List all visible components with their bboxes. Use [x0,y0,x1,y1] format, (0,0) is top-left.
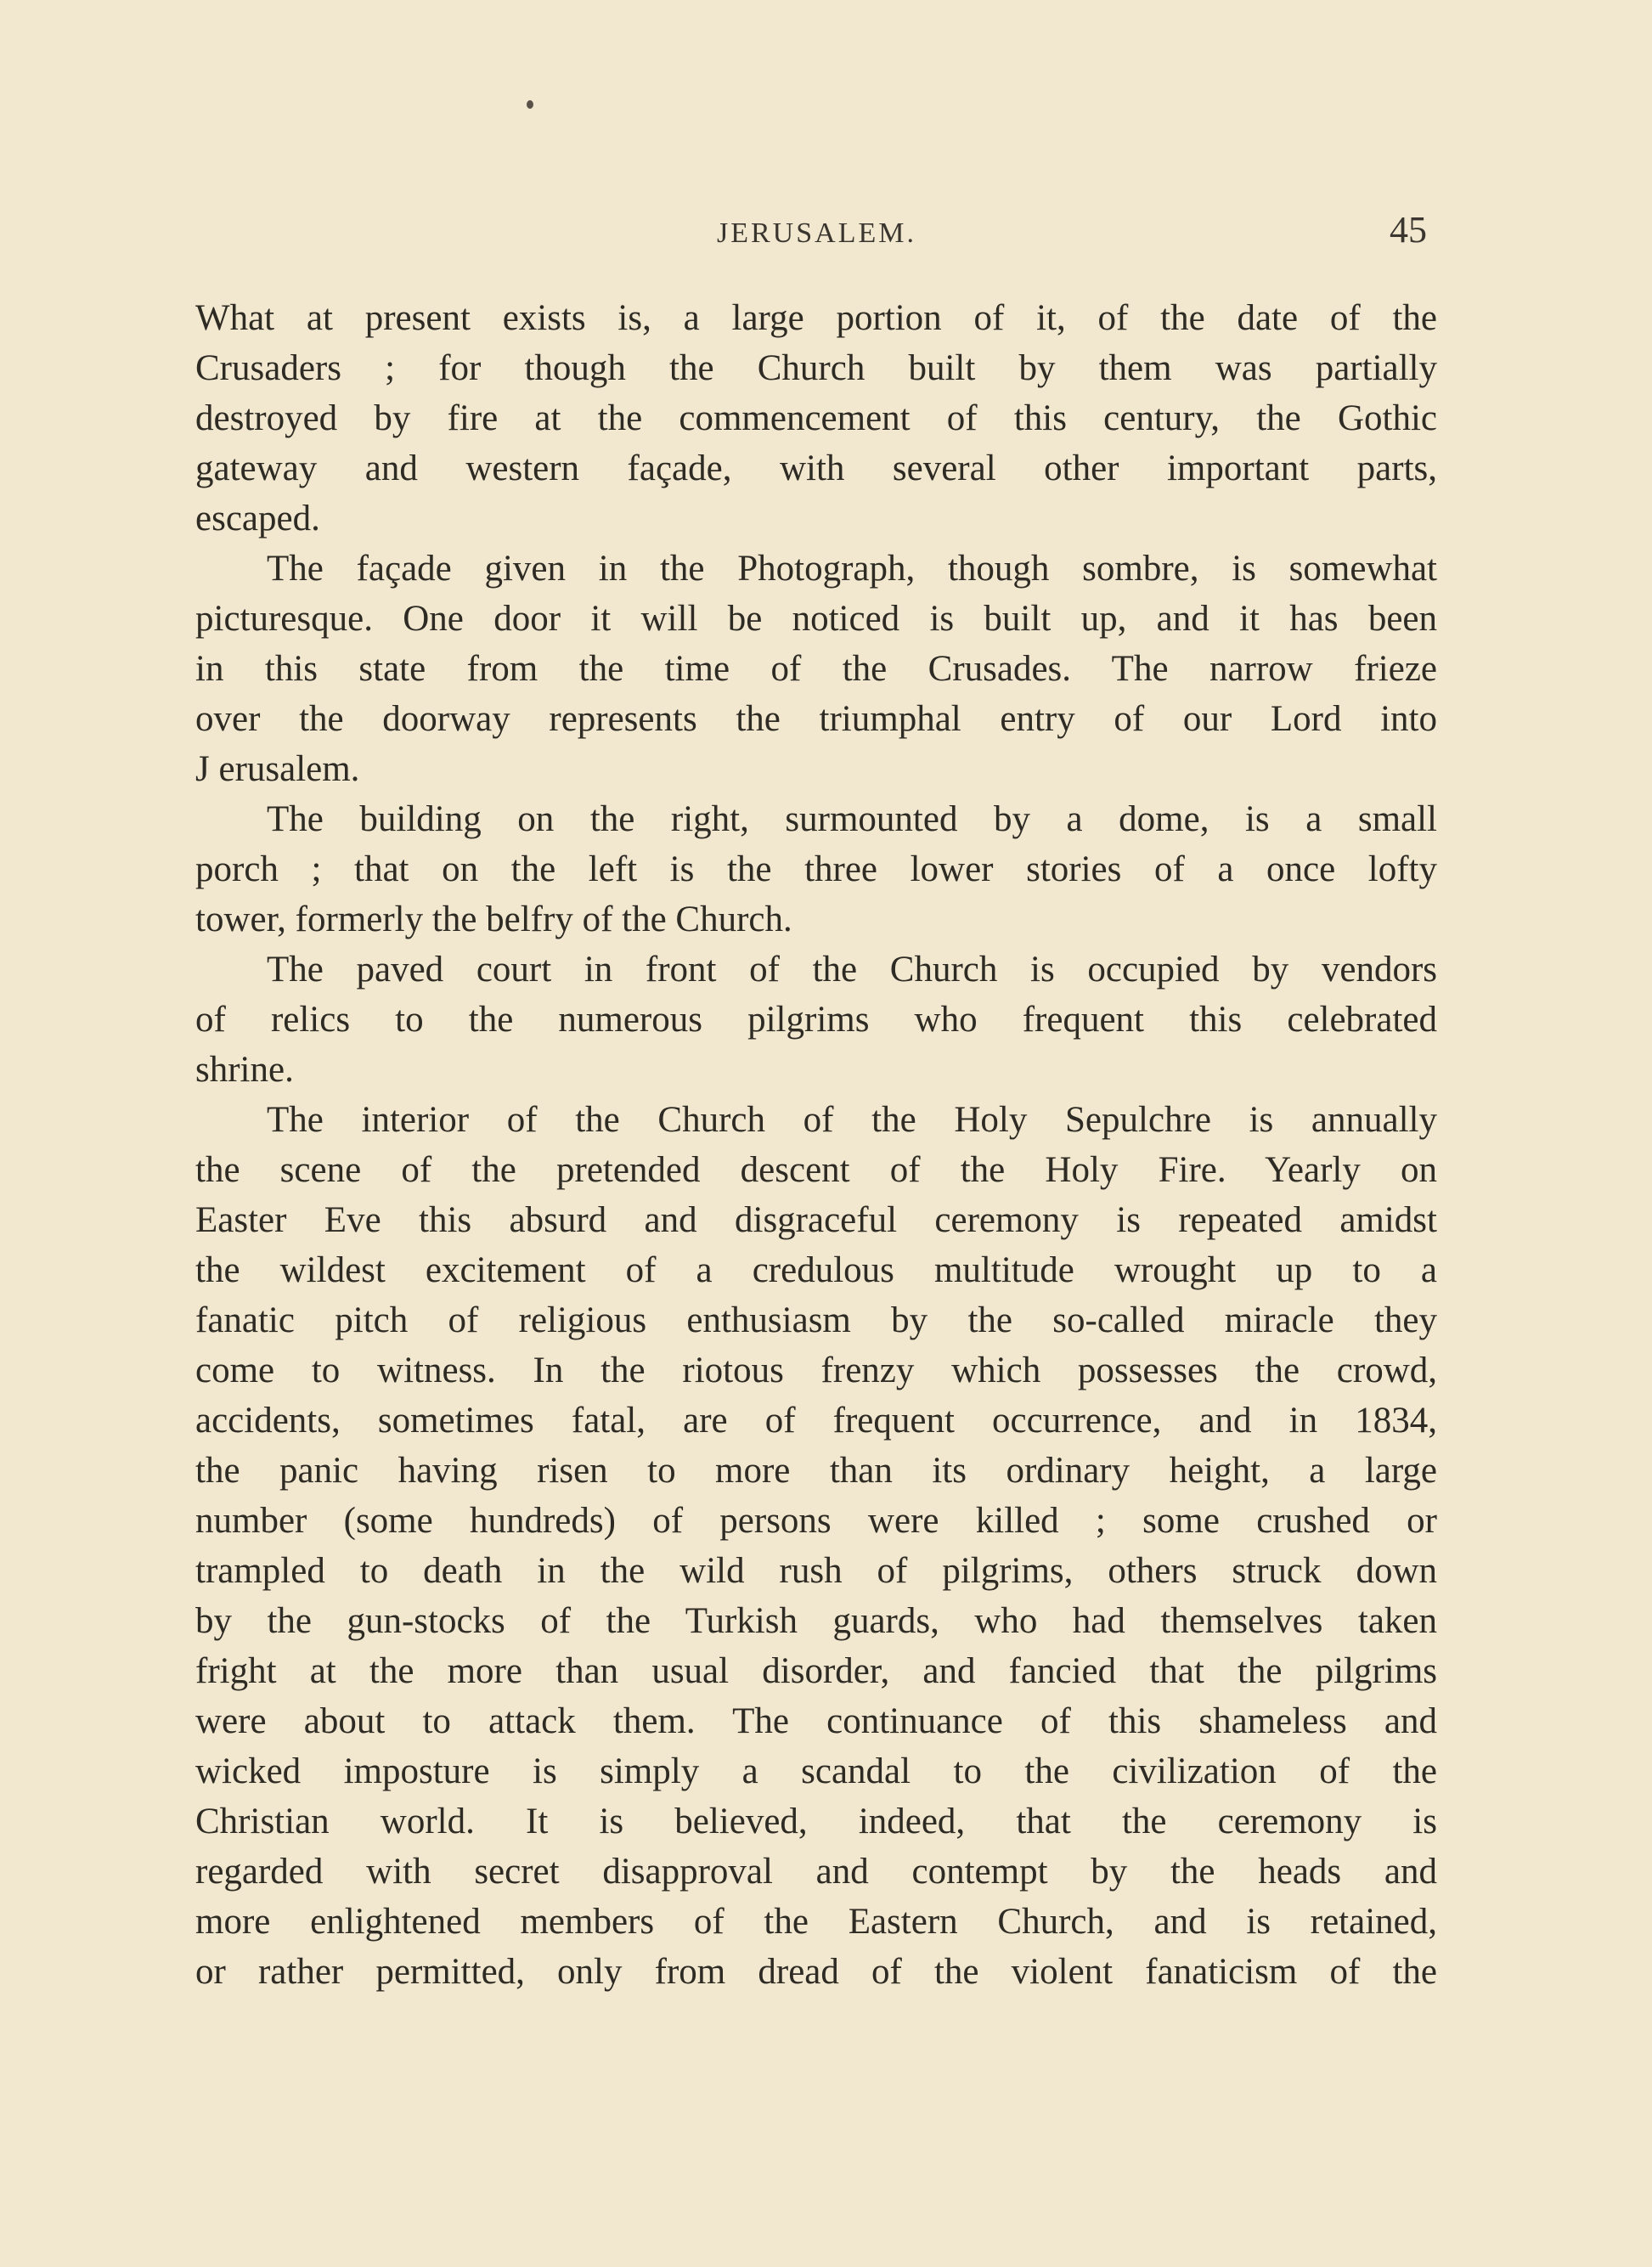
page-number: 45 [1390,209,1427,251]
text-line: regarded with secret disapproval and contempt by the heads and [195,1852,1437,1892]
running-title: JERUSALEM. [717,217,916,249]
text-line: The façade given in the Photograph, though sombre, is somewhat [267,549,1437,589]
text-line: J erusalem. [195,749,360,789]
text-line: gateway and western façade, with several other important parts, [195,448,1437,488]
text-line: over the doorway represents the triumphal entry of our Lord into [195,699,1437,739]
text-line: destroyed by fire at the commencement of this century, the Gothic [195,398,1437,438]
text-line: were about to attack them. The continuance of this shameless and [195,1701,1437,1741]
text-line: the panic having risen to more than its ordinary height, a large [195,1451,1437,1491]
text-line: fright at the more than usual disorder, and fancied that the pilgrims [195,1651,1437,1691]
text-line: accidents, sometimes fatal, are of frequent occurrence, and in 1834, [195,1401,1437,1441]
text-line: wicked imposture is simply a scandal to the civilization of the [195,1751,1437,1791]
text-line: more enlightened members of the Eastern Church, and is retained, [195,1902,1437,1942]
text-line: the scene of the pretended descent of the Holy Fire. Yearly on [195,1150,1437,1190]
text-line: The building on the right, surmounted by a dome, is a small [267,799,1437,839]
ink-speck [527,100,533,109]
text-line: porch ; that on the left is the three lower stories of a once lofty [195,849,1437,889]
text-line: The paved court in front of the Church is occupied by vendors [267,950,1437,990]
text-line: come to witness. In the riotous frenzy which possesses the crowd, [195,1351,1437,1390]
text-line: What at present exists is, a large portion of it, of the date of the [195,298,1437,338]
text-line: number (some hundreds) of persons were killed ; some crushed or [195,1501,1437,1541]
text-line: of relics to the numerous pilgrims who frequent this celebrated [195,1000,1437,1040]
text-line: Christian world. It is believed, indeed, that the ceremony is [195,1802,1437,1841]
text-line: tower, formerly the belfry of the Church. [195,899,792,939]
text-line: by the gun-stocks of the Turkish guards, who had themselves taken [195,1601,1437,1641]
text-line: or rather permitted, only from dread of the violent fanaticism of the [195,1952,1437,1992]
text-line: Crusaders ; for though the Church built by them was partially [195,348,1437,388]
text-line: picturesque. One door it will be noticed is built up, and it has been [195,599,1437,639]
text-line: the wildest excitement of a credulous multitude wrought up to a [195,1250,1437,1290]
text-line: Easter Eve this absurd and disgraceful ceremony is repeated amidst [195,1200,1437,1240]
text-line: The interior of the Church of the Holy Sepulchre is annually [267,1100,1437,1140]
text-line: fanatic pitch of religious enthusiasm by the so-called miracle they [195,1300,1437,1340]
text-line: in this state from the time of the Crusades. The narrow frieze [195,649,1437,689]
text-line: shrine. [195,1050,294,1090]
text-line: trampled to death in the wild rush of pilgrims, others struck down [195,1551,1437,1591]
body-text [195,293,1437,1997]
text-line: escaped. [195,499,320,539]
